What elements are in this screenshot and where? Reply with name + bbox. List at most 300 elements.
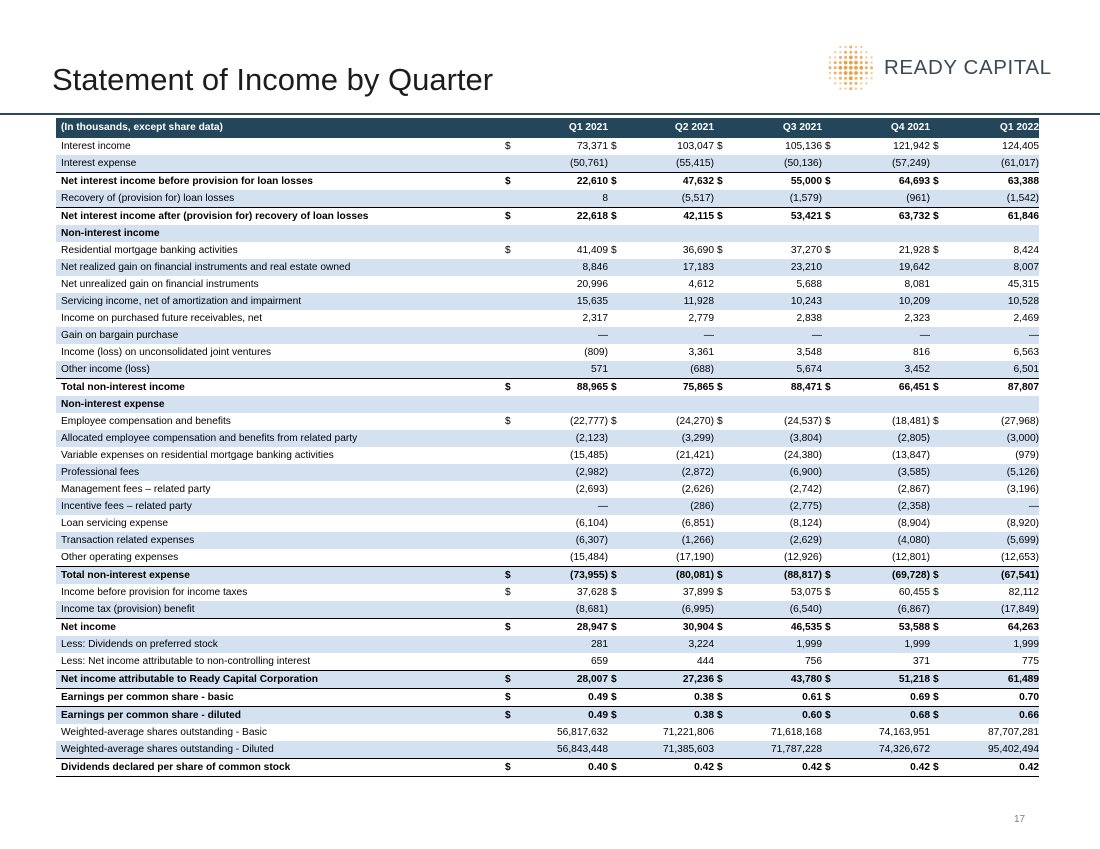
header-label: (In thousands, except share data) xyxy=(56,118,502,138)
currency-symbol: $ xyxy=(717,587,723,598)
currency-symbol xyxy=(502,327,524,344)
table-row xyxy=(56,173,1039,191)
value-cell: 8,424 xyxy=(1013,245,1039,256)
currency-symbol: $ xyxy=(717,141,723,152)
column-header: Q1 2021 xyxy=(524,118,608,138)
currency-symbol: $ xyxy=(608,379,630,397)
currency-symbol xyxy=(822,361,844,379)
value-cell: — xyxy=(736,327,822,344)
table-row xyxy=(56,653,1039,671)
value-cell: 444 xyxy=(697,656,714,667)
row-label: Non-interest expense xyxy=(56,396,502,413)
currency-symbol xyxy=(608,310,630,327)
currency-symbol xyxy=(822,481,844,498)
currency-symbol: $ xyxy=(825,587,831,598)
currency-symbol: $ xyxy=(822,567,844,585)
table-row xyxy=(56,242,1039,259)
currency-symbol xyxy=(608,653,630,671)
value-cell: 20,996 xyxy=(576,279,608,290)
currency-symbol xyxy=(930,430,952,447)
currency-symbol: $ xyxy=(930,759,952,777)
value-cell: (286) xyxy=(630,498,714,515)
value-cell: 8,846 xyxy=(524,259,608,276)
currency-symbol: $ xyxy=(822,173,844,191)
currency-symbol xyxy=(714,327,736,344)
column-header: Q2 2021 xyxy=(630,118,714,138)
table-row xyxy=(56,498,1039,515)
currency-symbol xyxy=(608,225,630,242)
currency-symbol xyxy=(502,190,524,208)
value-cell: 42,115 xyxy=(630,208,714,226)
currency-symbol: $ xyxy=(933,141,939,152)
value-cell: 61,489 xyxy=(952,671,1039,689)
value-cell: (18,481) xyxy=(892,416,930,427)
value-cell: (22,777) xyxy=(570,416,608,427)
row-label: Professional fees xyxy=(56,464,502,481)
currency-symbol: $ xyxy=(933,245,939,256)
currency-symbol: $ xyxy=(714,759,736,777)
value-cell: 56,817,632 xyxy=(557,727,608,738)
currency-symbol xyxy=(502,259,524,276)
row-label: Net unrealized gain on financial instruments xyxy=(61,279,259,290)
value-cell: 0.42 xyxy=(630,759,714,777)
value-cell: (1,266) xyxy=(630,532,714,549)
value-cell: — xyxy=(630,327,714,344)
value-cell: (12,926) xyxy=(784,552,822,563)
page-number: 17 xyxy=(1014,814,1026,825)
value-cell: (6,540) xyxy=(736,601,822,619)
currency-symbol xyxy=(714,396,736,413)
currency-symbol xyxy=(502,396,524,413)
value-cell: (73,955) xyxy=(524,567,608,585)
currency-symbol: $ xyxy=(714,689,736,707)
currency-symbol xyxy=(714,430,736,447)
value-cell: 0.38 xyxy=(630,689,714,707)
currency-symbol xyxy=(502,601,524,619)
value-cell: 756 xyxy=(805,656,822,667)
value-cell: 47,632 xyxy=(630,173,714,191)
table-row xyxy=(56,707,1039,725)
value-cell: 71,385,603 xyxy=(630,741,714,759)
value-cell: 0.42 xyxy=(736,759,822,777)
row-label: Employee compensation and benefits xyxy=(61,416,231,427)
value-cell: (3,000) xyxy=(952,430,1039,447)
row-label: Weighted-average shares outstanding - Basic xyxy=(61,727,267,738)
currency-symbol xyxy=(502,481,524,498)
currency-symbol: $ xyxy=(930,671,952,689)
row-label: Net realized gain on financial instruments and real estate owned xyxy=(56,259,502,276)
value-cell: (12,801) xyxy=(892,552,930,563)
table-row xyxy=(56,396,1039,413)
currency-symbol xyxy=(608,515,630,532)
dot-grid-logo-icon xyxy=(826,45,876,91)
currency-symbol: $ xyxy=(930,208,952,226)
value-cell: 0.70 xyxy=(952,689,1039,707)
value-cell: (17,190) xyxy=(676,552,714,563)
value-cell: 6,563 xyxy=(1013,347,1039,358)
currency-symbol: $ xyxy=(502,707,524,725)
currency-symbol: $ xyxy=(822,689,844,707)
currency-symbol: $ xyxy=(717,245,723,256)
row-label: Income before provision for income taxes xyxy=(61,587,248,598)
currency-symbol xyxy=(502,741,524,759)
currency-symbol xyxy=(930,190,952,208)
currency-symbol: $ xyxy=(822,619,844,637)
table-row xyxy=(56,567,1039,585)
column-header: Q3 2021 xyxy=(736,118,822,138)
value-cell: (24,537) xyxy=(784,416,822,427)
row-label: Net income xyxy=(56,619,502,637)
value-cell: (2,775) xyxy=(736,498,822,515)
currency-symbol xyxy=(502,430,524,447)
value-cell: 1,999 xyxy=(844,636,930,653)
value-cell: (809) xyxy=(584,347,608,358)
currency-symbol xyxy=(930,741,952,759)
value-cell: 71,787,228 xyxy=(736,741,822,759)
value-cell: 30,904 xyxy=(630,619,714,637)
value-cell: 17,183 xyxy=(630,259,714,276)
currency-symbol xyxy=(714,155,736,173)
row-label: Earnings per common share - basic xyxy=(56,689,502,707)
table-row xyxy=(56,276,1039,293)
currency-symbol xyxy=(502,515,524,532)
value-cell: (6,104) xyxy=(575,518,608,529)
currency-symbol: $ xyxy=(822,208,844,226)
table-row xyxy=(56,190,1039,208)
value-cell: (5,126) xyxy=(952,464,1039,481)
table-row xyxy=(56,379,1039,397)
row-label: Management fees – related party xyxy=(61,484,211,495)
currency-symbol xyxy=(502,293,524,310)
value-cell: 27,236 xyxy=(630,671,714,689)
currency-symbol xyxy=(608,636,630,653)
currency-symbol xyxy=(714,741,736,759)
value-cell: 53,588 xyxy=(844,619,930,637)
currency-symbol xyxy=(822,515,844,532)
currency-symbol: $ xyxy=(717,416,723,427)
currency-symbol: $ xyxy=(822,707,844,725)
currency-symbol: $ xyxy=(502,619,524,637)
currency-symbol xyxy=(822,636,844,653)
value-cell: (2,629) xyxy=(736,532,822,549)
currency-symbol: $ xyxy=(608,671,630,689)
value-cell: (50,761) xyxy=(524,155,608,173)
currency-symbol xyxy=(822,276,844,293)
income-statement-table xyxy=(56,118,1039,777)
currency-symbol xyxy=(608,481,630,498)
value-cell: 2,779 xyxy=(688,313,714,324)
currency-symbol xyxy=(822,601,844,619)
value-cell xyxy=(630,396,714,413)
currency-symbol xyxy=(502,724,524,741)
row-label: Dividends declared per share of common stock xyxy=(56,759,502,777)
value-cell: (8,124) xyxy=(789,518,822,529)
table-row xyxy=(56,601,1039,619)
currency-symbol xyxy=(930,601,952,619)
currency-symbol xyxy=(714,344,736,361)
value-cell: 71,221,806 xyxy=(663,727,714,738)
value-cell: 2,838 xyxy=(796,313,822,324)
row-label: Total non-interest income xyxy=(56,379,502,397)
value-cell: (6,867) xyxy=(844,601,930,619)
value-cell: (5,517) xyxy=(630,190,714,208)
currency-symbol: $ xyxy=(933,416,939,427)
value-cell: 371 xyxy=(913,656,930,667)
value-cell: 51,218 xyxy=(844,671,930,689)
currency-symbol xyxy=(714,515,736,532)
currency-symbol xyxy=(608,741,630,759)
currency-symbol xyxy=(714,532,736,549)
row-label: Net interest income before provision for loan losses xyxy=(56,173,502,191)
row-label: Income on purchased future receivables, net xyxy=(61,313,263,324)
value-cell: 281 xyxy=(524,636,608,653)
table-row xyxy=(56,741,1039,759)
currency-symbol: $ xyxy=(930,379,952,397)
table-row xyxy=(56,208,1039,226)
value-cell: 64,263 xyxy=(952,619,1039,637)
value-cell: (8,904) xyxy=(897,518,930,529)
value-cell: 41,409 xyxy=(576,245,608,256)
value-cell: (27,968) xyxy=(1001,416,1039,427)
currency-symbol xyxy=(714,259,736,276)
currency-symbol xyxy=(930,361,952,379)
value-cell xyxy=(844,225,930,242)
value-cell: 5,674 xyxy=(736,361,822,379)
currency-symbol xyxy=(608,532,630,549)
value-cell: 3,452 xyxy=(844,361,930,379)
value-cell: (2,693) xyxy=(575,484,608,495)
currency-symbol xyxy=(502,344,524,361)
value-cell: 15,635 xyxy=(524,293,608,310)
value-cell: (57,249) xyxy=(844,155,930,173)
value-cell: 0.38 xyxy=(630,707,714,725)
value-cell: (2,358) xyxy=(844,498,930,515)
value-cell: 8 xyxy=(524,190,608,208)
currency-symbol xyxy=(930,155,952,173)
value-cell: 105,136 xyxy=(785,141,822,152)
table-row xyxy=(56,636,1039,653)
value-cell xyxy=(736,396,822,413)
value-cell: 0.66 xyxy=(952,707,1039,725)
row-label: Net interest income after (provision for) recovery of loan losses xyxy=(56,208,502,226)
value-cell: (67,541) xyxy=(952,567,1039,585)
currency-symbol xyxy=(714,190,736,208)
value-cell: 8,007 xyxy=(952,259,1039,276)
currency-symbol xyxy=(822,293,844,310)
column-header: Q4 2021 xyxy=(844,118,930,138)
table-row xyxy=(56,155,1039,173)
row-label: Non-interest income xyxy=(56,225,502,242)
currency-symbol: $ xyxy=(502,208,524,226)
logo-text: READY CAPITAL xyxy=(884,56,1052,79)
currency-symbol xyxy=(822,344,844,361)
currency-symbol xyxy=(608,464,630,481)
value-cell: (8,920) xyxy=(1006,518,1039,529)
table-row xyxy=(56,344,1039,361)
currency-symbol: $ xyxy=(930,707,952,725)
value-cell: (17,849) xyxy=(952,601,1039,619)
value-cell: 4,612 xyxy=(688,279,714,290)
table-row xyxy=(56,225,1039,242)
currency-symbol xyxy=(822,498,844,515)
currency-symbol: $ xyxy=(933,587,939,598)
currency-symbol xyxy=(930,653,952,671)
value-cell: (6,851) xyxy=(681,518,714,529)
table-row xyxy=(56,689,1039,707)
value-cell: (24,380) xyxy=(784,450,822,461)
currency-symbol: $ xyxy=(608,759,630,777)
value-cell: 124,405 xyxy=(1002,141,1039,152)
currency-symbol: $ xyxy=(608,567,630,585)
value-cell: (1,542) xyxy=(952,190,1039,208)
value-cell: 21,928 xyxy=(898,245,930,256)
currency-symbol xyxy=(608,155,630,173)
value-cell: (2,872) xyxy=(630,464,714,481)
value-cell: 10,209 xyxy=(844,293,930,310)
currency-symbol: $ xyxy=(502,567,524,585)
currency-symbol: $ xyxy=(714,671,736,689)
row-label: Variable expenses on residential mortgage banking activities xyxy=(61,450,334,461)
row-label: Other operating expenses xyxy=(61,552,179,563)
value-cell: (961) xyxy=(844,190,930,208)
currency-symbol xyxy=(822,310,844,327)
value-cell: (2,982) xyxy=(524,464,608,481)
currency-symbol xyxy=(502,464,524,481)
value-cell xyxy=(736,225,822,242)
currency-symbol xyxy=(714,724,736,741)
currency-symbol xyxy=(930,259,952,276)
value-cell: 87,807 xyxy=(952,379,1039,397)
currency-symbol xyxy=(502,361,524,379)
currency-symbol: $ xyxy=(822,379,844,397)
currency-symbol: $ xyxy=(714,567,736,585)
value-cell: (3,299) xyxy=(630,430,714,447)
value-cell: 3,224 xyxy=(630,636,714,653)
currency-symbol xyxy=(502,276,524,293)
value-cell: — xyxy=(524,327,608,344)
table-row xyxy=(56,532,1039,549)
value-cell: 87,707,281 xyxy=(988,727,1039,738)
value-cell: (88,817) xyxy=(736,567,822,585)
value-cell: (15,485) xyxy=(570,450,608,461)
row-label: Less: Net income attributable to non-controlling interest xyxy=(61,656,311,667)
currency-symbol: $ xyxy=(608,208,630,226)
value-cell: (21,421) xyxy=(676,450,714,461)
currency-symbol xyxy=(502,636,524,653)
currency-symbol xyxy=(608,430,630,447)
value-cell: 0.60 xyxy=(736,707,822,725)
value-cell: 60,455 xyxy=(898,587,930,598)
value-cell: 6,501 xyxy=(952,361,1039,379)
row-label: Interest income xyxy=(61,141,131,152)
currency-symbol xyxy=(822,549,844,567)
value-cell: 53,075 xyxy=(790,587,822,598)
currency-symbol: $ xyxy=(505,245,511,256)
value-cell: (4,080) xyxy=(844,532,930,549)
currency-symbol xyxy=(714,481,736,498)
currency-symbol: $ xyxy=(714,619,736,637)
currency-symbol xyxy=(502,155,524,173)
value-cell: 43,780 xyxy=(736,671,822,689)
value-cell: 0.49 xyxy=(524,689,608,707)
currency-symbol: $ xyxy=(825,416,831,427)
currency-symbol xyxy=(608,276,630,293)
value-cell: (6,900) xyxy=(736,464,822,481)
row-label: Allocated employee compensation and benefits from related party xyxy=(56,430,502,447)
table-row xyxy=(56,759,1039,777)
currency-symbol xyxy=(822,190,844,208)
value-cell: 64,693 xyxy=(844,173,930,191)
value-cell: 22,618 xyxy=(524,208,608,226)
value-cell: (6,307) xyxy=(524,532,608,549)
value-cell xyxy=(844,396,930,413)
value-cell: 571 xyxy=(524,361,608,379)
value-cell: 74,326,672 xyxy=(844,741,930,759)
currency-symbol xyxy=(608,190,630,208)
currency-symbol xyxy=(608,498,630,515)
value-cell: (3,196) xyxy=(1006,484,1039,495)
value-cell: 8,081 xyxy=(904,279,930,290)
row-label: Recovery of (provision for) loan losses xyxy=(56,190,502,208)
currency-symbol xyxy=(502,447,524,464)
currency-symbol: $ xyxy=(825,245,831,256)
value-cell xyxy=(630,225,714,242)
value-cell: 3,361 xyxy=(688,347,714,358)
table-row xyxy=(56,481,1039,498)
value-cell: 10,528 xyxy=(952,293,1039,310)
currency-symbol xyxy=(930,532,952,549)
value-cell: 10,243 xyxy=(736,293,822,310)
value-cell xyxy=(952,396,1039,413)
currency-symbol: $ xyxy=(714,379,736,397)
currency-symbol xyxy=(822,259,844,276)
value-cell: (15,484) xyxy=(570,552,608,563)
table-row xyxy=(56,447,1039,464)
value-cell: — xyxy=(952,327,1039,344)
value-cell: 2,317 xyxy=(582,313,608,324)
currency-symbol: $ xyxy=(822,759,844,777)
table-row xyxy=(56,671,1039,689)
currency-symbol xyxy=(822,430,844,447)
currency-symbol xyxy=(502,653,524,671)
row-label: Income (loss) on unconsolidated joint ventures xyxy=(61,347,272,358)
row-label: Residential mortgage banking activities xyxy=(61,245,238,256)
currency-symbol: $ xyxy=(502,379,524,397)
currency-symbol: $ xyxy=(825,141,831,152)
value-cell: 56,843,448 xyxy=(524,741,608,759)
value-cell: 0.42 xyxy=(844,759,930,777)
currency-symbol xyxy=(608,447,630,464)
currency-symbol xyxy=(714,276,736,293)
currency-symbol xyxy=(822,327,844,344)
row-label: Weighted-average shares outstanding - Diluted xyxy=(56,741,502,759)
currency-symbol: $ xyxy=(608,173,630,191)
value-cell: 73,371 xyxy=(576,141,608,152)
value-cell: 66,451 xyxy=(844,379,930,397)
row-label: Other income (loss) xyxy=(56,361,502,379)
row-label: Net income attributable to Ready Capital Corporation xyxy=(56,671,502,689)
currency-symbol xyxy=(608,344,630,361)
currency-symbol xyxy=(930,724,952,741)
value-cell: (69,728) xyxy=(844,567,930,585)
table-row xyxy=(56,549,1039,567)
currency-symbol xyxy=(714,601,736,619)
value-cell: 0.49 xyxy=(524,707,608,725)
currency-symbol xyxy=(502,498,524,515)
currency-symbol xyxy=(608,549,630,567)
value-cell: 19,642 xyxy=(844,259,930,276)
value-cell: 775 xyxy=(1022,656,1039,667)
